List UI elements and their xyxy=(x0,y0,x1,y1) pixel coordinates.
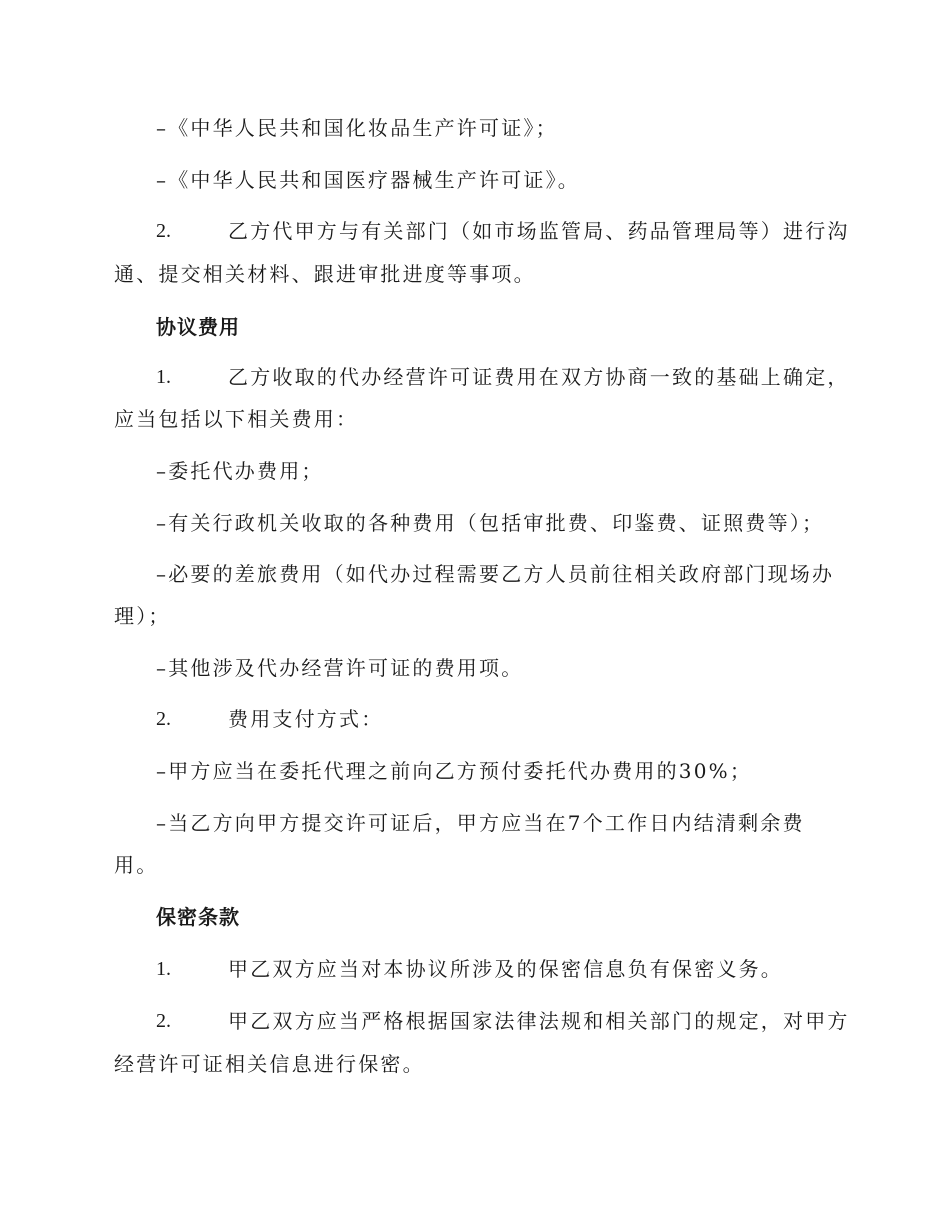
confidentiality-item-2-line2: 经营许可证相关信息进行保密。 xyxy=(114,1052,425,1076)
fees-item-2-text: 费用支付方式： xyxy=(228,707,384,731)
license-item-medical-device: –《中华人民共和国医疗器械生产许可证》。 xyxy=(156,168,580,192)
payment-balance-line1: –当乙方向甲方提交许可证后，甲方应当在7个工作日内结清剩余费 xyxy=(156,811,805,835)
confidentiality-item-2-number: 2. xyxy=(156,1010,171,1032)
fees-item-1-line2: 应当包括以下相关费用： xyxy=(114,407,359,431)
fee-bullet-agency: –委托代办费用； xyxy=(156,459,324,483)
clause-2-text-line1: 乙方代甲方与有关部门（如市场监管局、药品管理局等）进行沟 xyxy=(228,219,850,243)
fees-item-1-number: 1. xyxy=(156,366,171,388)
fees-item-1-line1: 乙方收取的代办经营许可证费用在双方协商一致的基础上确定， xyxy=(228,365,850,389)
fee-bullet-travel-line2: 理）； xyxy=(114,604,171,628)
confidentiality-item-1-text: 甲乙双方应当对本协议所涉及的保密信息负有保密义务。 xyxy=(228,957,783,981)
confidentiality-item-1-number: 1. xyxy=(156,958,171,980)
license-item-cosmetics: –《中华人民共和国化妆品生产许可证》； xyxy=(156,116,558,140)
section-heading-fees: 协议费用 xyxy=(156,315,240,339)
clause-2-number: 2. xyxy=(156,220,171,242)
fee-bullet-travel-line1: –必要的差旅费用（如代办过程需要乙方人员前往相关政府部门现场办 xyxy=(156,562,835,586)
section-heading-confidentiality: 保密条款 xyxy=(156,905,240,929)
payment-balance-line2: 用。 xyxy=(114,853,159,877)
confidentiality-item-2-line1: 甲乙双方应当严格根据国家法律法规和相关部门的规定，对甲方 xyxy=(228,1009,850,1033)
fees-item-2-number: 2. xyxy=(156,708,171,730)
fee-bullet-other: –其他涉及代办经营许可证的费用项。 xyxy=(156,656,524,680)
clause-2-text-line2: 通、提交相关材料、跟进审批进度等事项。 xyxy=(114,262,536,286)
payment-advance: –甲方应当在委托代理之前向乙方预付委托代办费用的30%； xyxy=(156,759,753,783)
fee-bullet-government: –有关行政机关收取的各种费用（包括审批费、印鉴费、证照费等）； xyxy=(156,511,825,535)
